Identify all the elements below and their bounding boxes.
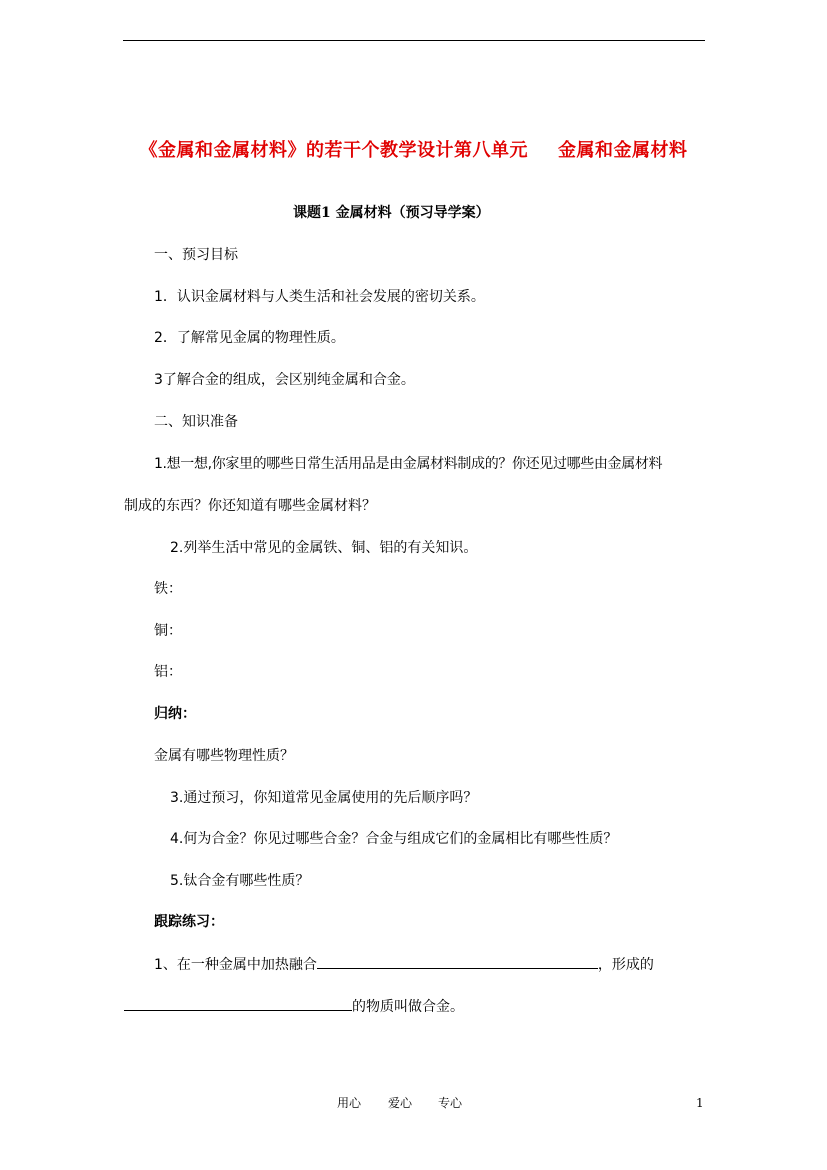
question-1-line-1: 1.想一想,你家里的哪些日常生活用品是由金属材料制成的？你还见过哪些由金属材料 bbox=[154, 456, 663, 472]
practice-heading: 跟踪练习： bbox=[154, 914, 224, 930]
question-3: 3.通过预习，你知道常见金属使用的先后顺序吗？ bbox=[170, 790, 478, 806]
question-2: 2.列举生活中常见的金属铁、铜、铝的有关知识。 bbox=[170, 540, 478, 556]
page-number: 1 bbox=[696, 1096, 704, 1110]
fill-blank-2[interactable] bbox=[124, 996, 352, 1011]
lesson-subtitle: 课题1 金属材料（预习导学案） bbox=[293, 205, 490, 221]
practice-item-1-line-2 bbox=[124, 996, 464, 1017]
practice-text-1: 1、在一种金属中加热融合 bbox=[154, 957, 317, 973]
label-aluminum: 铝： bbox=[154, 664, 182, 680]
practice-item-1-line-1 bbox=[154, 954, 654, 975]
label-iron: 铁： bbox=[154, 581, 182, 597]
footer-word-3: 专心 bbox=[438, 1096, 463, 1110]
goal-item-1: 1．认识金属材料与人类生活和社会发展的密切关系。 bbox=[154, 289, 485, 305]
question-5: 5.钛合金有哪些性质？ bbox=[170, 873, 310, 889]
footer-word-2: 爱心 bbox=[388, 1096, 413, 1110]
summary-question: 金属有哪些物理性质？ bbox=[154, 748, 294, 764]
section-heading-knowledge: 二、知识准备 bbox=[154, 414, 238, 430]
title-unit: 金属和金属材料 bbox=[558, 140, 688, 161]
practice-text-3: 的物质叫做合金。 bbox=[352, 999, 464, 1015]
title-main: 《金属和金属材料》的若干个教学设计第八单元 bbox=[139, 140, 528, 161]
goal-item-3: 3了解合金的组成，会区别纯金属和合金。 bbox=[154, 372, 415, 388]
section-heading-goals: 一、预习目标 bbox=[154, 247, 238, 263]
document-title bbox=[0, 136, 827, 162]
question-4: 4.何为合金？你见过哪些合金？合金与组成它们的金属相比有哪些性质？ bbox=[170, 831, 618, 847]
fill-blank-1[interactable] bbox=[317, 954, 598, 969]
footer-word-1: 用心 bbox=[337, 1096, 362, 1110]
label-copper: 铜： bbox=[154, 623, 182, 639]
header-rule bbox=[123, 40, 705, 41]
goal-item-2: 2．了解常见金属的物理性质。 bbox=[154, 330, 345, 346]
practice-text-2: ，形成的 bbox=[597, 957, 654, 973]
question-1-line-2: 制成的东西？你还知道有哪些金属材料？ bbox=[124, 498, 376, 514]
summary-heading: 归纳： bbox=[154, 706, 196, 722]
